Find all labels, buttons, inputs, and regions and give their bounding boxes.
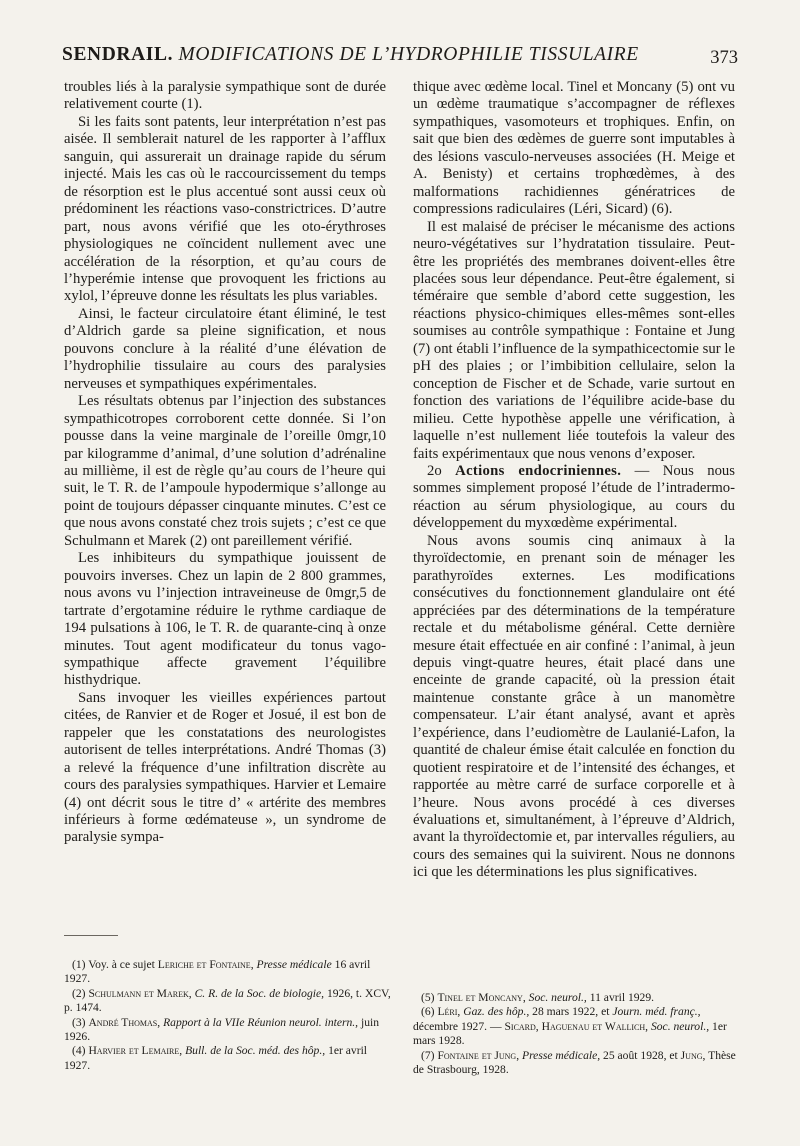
paragraph: Les inhibiteurs du sympathique jouissent de pouvoirs inverses. Chez un lapin de 2 800 grammes, nous avons vu l’injection intraveineuse de 0mgr,5 de tartrate d’ergotamine réduire le rythme cardiaque de 194 pulsations à 106, le T. R. de quarante-cinq à onze minutes. Tout agent modificateur du tonus vago-sympathique affecte gravement l’équilibre histhydrique. [64,550,386,689]
paragraph: Ainsi, le facteur circulatoire étant éliminé, le test d’Aldrich garde sa pleine signification, et nous pouvons conclure à la réalité d’une élévation de l’hydrophilie tissulaire au cours des paralysies nerveuses et sympathiques expérimentales. [64,305,386,392]
running-header [62,40,738,74]
footnote-2: (2) Schulmann et Marek, C. R. de la Soc. de biologie, 1926, t. XCV, p. 1474. [64,986,391,1015]
paragraph: thique avec œdème local. Tinel et Moncany (5) ont vu un œdème traumatique s’accompagner de réflexes sympathiques, vasomoteurs et trophiques. Enfin, on sait que bien des œdèmes de guerre sont imputables à des lésions vasculo-nerveuses associées (H. Meige et A. Benisty) et certains trophœdèmes, à des malformations rachidiennes génératrices de compressions radiculaires (Léri, Sicard) (6). [413,79,735,218]
footnote-3: (3) André Thomas, Rapport à la VIIe Réunion neurol. intern., juin 1926. [64,1015,380,1044]
paragraph: Si les faits sont patents, leur interprétation n’est pas aisée. Il semblerait naturel de les rapporter à l’afflux sanguin, qui assurerait un drainage rapide du sérum injecté. Mais les cas où le raccourcissement du temps de résorption est le plus accentué sont aussi ceux où prédominent les réactions vaso-constrictrices. D’autre part, nous avons vérifié que les oto-érythroses physiologiques ne coïncident nullement avec une accélération de la résorption, et qu’au cours de l’hyperémie intense que provoquent les frictions au xylol, l’épreuve donne les résultats les plus variables. [64,113,386,305]
footnote-7: (7) Fontaine et Jung, Presse médicale, 25 août 1928, et Jung, Thèse de Strasbourg, 1928. [413,1048,736,1077]
paragraph: Sans invoquer les vieilles expériences partout citées, de Ranvier et de Roger et Josué, il est bon de rappeler que les constatations des neurologistes autorisent de telles interprétations. André Thomas (3) a relevé la fréquence d’une infiltration discrète au cours des paralysies sympathiques. Harvier et Lemaire (4) ont décrit sous le titre d’ « artérite des membres inférieurs à forme œdémateuse », un syndrome de paralysie sympa- [64,689,386,846]
section-text: — Nous nous sommes simplement proposé l’étude de l’intradermo-réaction au sérum physiologique, au cours du développement du myxœdème expérimental. [413,462,735,532]
right-column [413,79,735,882]
footnote-6: (6) Léri, Gaz. des hôp., 28 mars 1922, et Journ. méd. franç., décembre 1927. — Sicard, Haguenau et Wallich, Soc. neurol., 1er mars 1928. [413,1005,727,1048]
section-paragraph [413,463,735,533]
footnotes-left [64,958,394,1073]
header-running-title: MODIFICATIONS DE L’HYDROPHILIE TISSULAIRE [178,44,639,65]
section-heading: Actions endocriniennes. [455,462,622,479]
header-title [62,44,639,66]
page-number: 373 [710,48,738,68]
left-column [64,79,386,847]
footnote-5: (5) Tinel et Moncany, Soc. neurol., 11 avril 1929. [421,991,655,1004]
footnote-1: (1) Voy. à ce sujet Leriche et Fontaine, Presse médicale 16 avril 1927. [64,958,371,986]
paragraph: Nous avons soumis cinq animaux à la thyroïdectomie, en prenant soin de ménager les parathyroïdes externes. Les modifications consécutives du fonctionnement glandulaire ont été appréciées par des déterminations de la température rectale et du métabolisme général. Cette dernière mesure était effectuée en air confiné : l’animal, à jeun depuis vingt-quatre heures, était placé dans une enceinte de grande capacité, où la pression était maintenue constante grâce à un manomètre compensateur. L’air étant analysé, avant et après l’expérience, dans l’eudiomètre de Laulanié-Lafon, la quantité de chaleur émise était calculée en fonction du quotient respiratoire et de l’intensité des échanges, et rapportée au mètre carré de surface corporelle et à l’heure. Nous avons procédé à ces diverses évaluations et, simultanément, à l’épreuve d’Aldrich, avant la thyroïdectomie et, par intervalles réguliers, au cours des semaines qui la suivirent. Nous ne donnons ici que les déterminations les plus significatives. [413,532,735,881]
header-author: SENDRAIL. [62,44,174,65]
paragraph: Il est malaisé de préciser le mécanisme des actions neuro-végétatives sur l’hydratation tissulaire. Peut-être les propriétés des membranes doivent-elles être placées sous leur dépendance. Peut-être également, si téméraire que semble d’abord cette suggestion, les réactions physico-chimiques elles-mêmes sont-elles soumises au contrôle sympathique : Fontaine et Jung (7) ont établi l’influence de la sympathicectomie sur le pH des plaies ; or l’imbibition cellulaire, selon la conception de Fischer et de Schade, varie surtout en fonction des variations de l’équilibre acide-base du milieu. Cette hypothèse appelle une vérification, à laquelle n’est nullement liée toutefois la valeur des faits expérimentaux que nous venons d’exposer. [413,218,735,462]
paragraph: troubles liés à la paralysie sympathique sont de durée relativement courte (1). [64,79,386,113]
section-number: 2o [427,462,442,479]
footnotes-right [413,991,738,1077]
footnote-rule [64,935,118,936]
footnote-4: (4) Harvier et Lemaire, Bull. de la Soc. méd. des hôp., 1er avril 1927. [64,1044,368,1072]
paragraph: Les résultats obtenus par l’injection des substances sympathicotropes corroborent cette donnée. Si l’on pousse dans la veine marginale de l’oreille 0mgr,10 par kilogramme d’animal, d’une solution d’adrénaline au millième, il est de règle qu’au cours de l’heure qui suit, le T. R. de l’ampoule hypodermique s’allonge au point de toujours dépasser cinquante minutes. C’est ce que nous avons constaté chez trois sujets ; c’est ce que Schulmann et Marek (2) ont pareillement vérifié. [64,393,386,549]
